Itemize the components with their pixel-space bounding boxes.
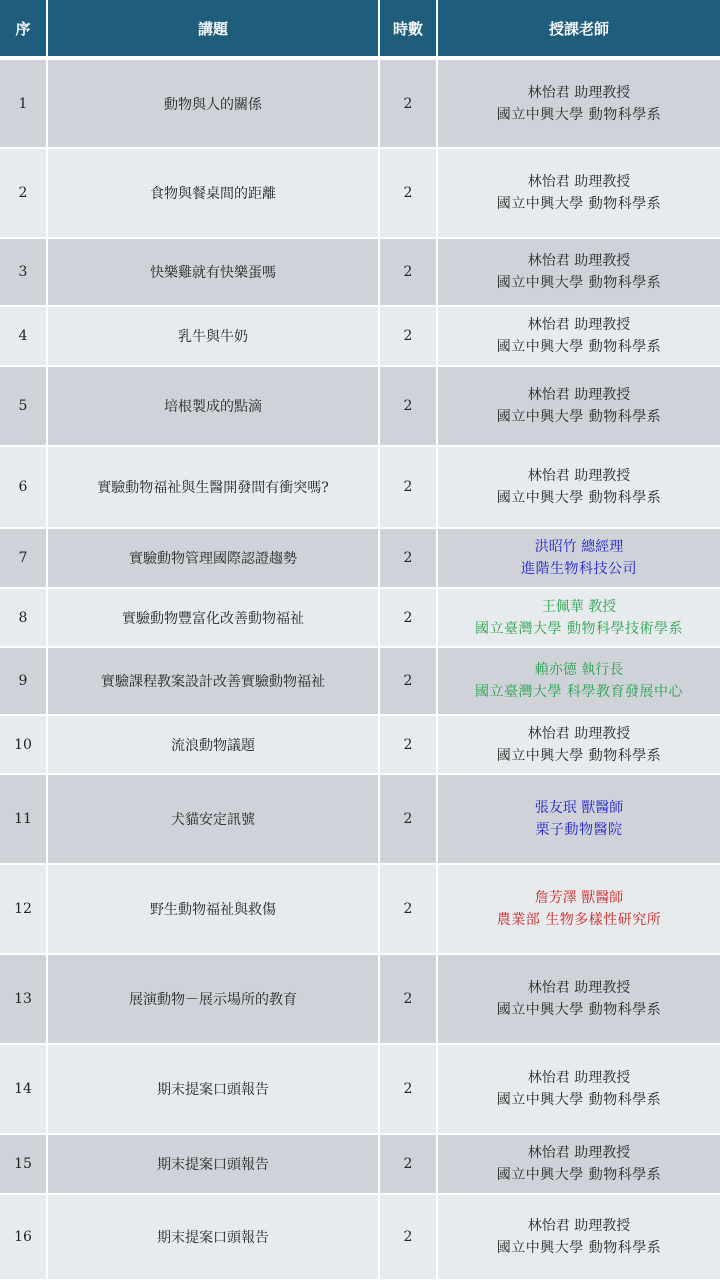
table-row xyxy=(0,58,720,148)
row-topic: 期末提案口頭報告 xyxy=(47,1134,379,1194)
row-hours: 2 xyxy=(379,366,437,446)
row-hours: 2 xyxy=(379,58,437,148)
teacher-affiliation: 農業部 生物多樣性研究所 xyxy=(496,912,662,928)
teacher-name: 林怡君 助理教授 xyxy=(527,253,631,269)
teacher-name: 詹芳澤 獸醫師 xyxy=(534,890,624,906)
header-teacher: 授課老師 xyxy=(437,0,720,58)
row-teacher-cell xyxy=(437,446,720,528)
table-row xyxy=(0,588,720,647)
teacher-name: 林怡君 助理教授 xyxy=(527,1070,631,1086)
row-teacher-cell xyxy=(437,306,720,366)
table-row xyxy=(0,366,720,446)
table-row xyxy=(0,148,720,238)
teacher-name: 林怡君 助理教授 xyxy=(527,1145,631,1161)
table-row xyxy=(0,1194,720,1280)
row-topic: 實驗動物豐富化改善動物福祉 xyxy=(47,588,379,647)
teacher-affiliation: 國立中興大學 動物科學系 xyxy=(496,1092,662,1108)
table-row xyxy=(0,306,720,366)
row-topic: 培根製成的點滴 xyxy=(47,366,379,446)
row-topic: 快樂雞就有快樂蛋嗎 xyxy=(47,238,379,306)
row-seq: 3 xyxy=(0,238,47,306)
row-seq: 12 xyxy=(0,864,47,954)
table-row xyxy=(0,774,720,864)
row-hours: 2 xyxy=(379,715,437,774)
row-teacher-cell xyxy=(437,647,720,715)
row-teacher-cell xyxy=(437,148,720,238)
row-topic: 動物與人的關係 xyxy=(47,58,379,148)
row-seq: 13 xyxy=(0,954,47,1044)
teacher-name: 林怡君 助理教授 xyxy=(527,387,631,403)
row-hours: 2 xyxy=(379,1194,437,1280)
row-teacher-cell xyxy=(437,954,720,1044)
table-header-row xyxy=(0,0,720,58)
row-teacher-cell xyxy=(437,238,720,306)
row-teacher-cell xyxy=(437,1044,720,1134)
row-seq: 8 xyxy=(0,588,47,647)
row-teacher-cell xyxy=(437,774,720,864)
teacher-affiliation: 國立中興大學 動物科學系 xyxy=(496,747,662,764)
row-hours: 2 xyxy=(379,306,437,366)
teacher-affiliation: 國立中興大學 動物科學系 xyxy=(496,275,662,291)
teacher-affiliation: 國立臺灣大學 科學教育發展中心 xyxy=(475,684,683,700)
teacher-affiliation: 國立中興大學 動物科學系 xyxy=(496,490,662,506)
row-teacher-cell xyxy=(437,588,720,647)
row-topic: 乳牛與牛奶 xyxy=(47,306,379,366)
row-seq: 16 xyxy=(0,1194,47,1280)
table-row xyxy=(0,1044,720,1134)
table-row xyxy=(0,647,720,715)
row-teacher-cell xyxy=(437,366,720,446)
row-seq: 10 xyxy=(0,715,47,774)
teacher-name: 洪昭竹 總經理 xyxy=(534,539,624,555)
teacher-affiliation: 國立中興大學 動物科學系 xyxy=(496,409,662,425)
teacher-name: 林怡君 助理教授 xyxy=(527,468,631,484)
row-topic: 流浪動物議題 xyxy=(47,715,379,774)
table-row xyxy=(0,954,720,1044)
row-topic: 展演動物－展示場所的教育 xyxy=(47,954,379,1044)
teacher-name: 張友珉 獸醫師 xyxy=(534,800,624,816)
row-seq: 6 xyxy=(0,446,47,528)
row-hours: 2 xyxy=(379,1044,437,1134)
row-hours: 2 xyxy=(379,774,437,864)
row-teacher-cell xyxy=(437,864,720,954)
row-seq: 15 xyxy=(0,1134,47,1194)
row-topic: 野生動物福祉與救傷 xyxy=(47,864,379,954)
row-topic: 期末提案口頭報告 xyxy=(47,1044,379,1134)
row-hours: 2 xyxy=(379,238,437,306)
header-seq: 序 xyxy=(0,0,47,58)
table-row xyxy=(0,528,720,588)
table-row xyxy=(0,864,720,954)
row-teacher-cell xyxy=(437,715,720,774)
row-teacher-cell xyxy=(437,1134,720,1194)
row-topic: 犬貓安定訊號 xyxy=(47,774,379,864)
row-hours: 2 xyxy=(379,588,437,647)
table-row xyxy=(0,238,720,306)
table-row xyxy=(0,446,720,528)
header-topic: 講題 xyxy=(47,0,379,58)
teacher-name: 林怡君 助理教授 xyxy=(527,725,631,742)
row-hours: 2 xyxy=(379,864,437,954)
row-seq: 11 xyxy=(0,774,47,864)
table-row xyxy=(0,1134,720,1194)
row-hours: 2 xyxy=(379,1134,437,1194)
teacher-affiliation: 國立中興大學 動物科學系 xyxy=(496,1240,662,1256)
row-seq: 2 xyxy=(0,148,47,238)
row-topic: 實驗動物管理國際認證趨勢 xyxy=(47,528,379,588)
row-hours: 2 xyxy=(379,148,437,238)
row-seq: 9 xyxy=(0,647,47,715)
header-hours: 時數 xyxy=(379,0,437,58)
row-topic: 食物與餐桌間的距離 xyxy=(47,148,379,238)
row-topic: 實驗動物福祉與生醫開發間有衝突嗎? xyxy=(47,446,379,528)
teacher-affiliation: 栗子動物醫院 xyxy=(535,822,623,838)
row-teacher-cell xyxy=(437,58,720,148)
row-seq: 1 xyxy=(0,58,47,148)
teacher-name: 林怡君 助理教授 xyxy=(527,317,631,333)
table-row xyxy=(0,715,720,774)
row-teacher-cell xyxy=(437,1194,720,1280)
row-seq: 14 xyxy=(0,1044,47,1134)
row-teacher-cell xyxy=(437,528,720,588)
row-seq: 7 xyxy=(0,528,47,588)
teacher-affiliation: 國立臺灣大學 動物科學技術學系 xyxy=(475,620,683,637)
teacher-affiliation: 國立中興大學 動物科學系 xyxy=(496,1167,662,1183)
teacher-name: 賴亦德 執行長 xyxy=(534,662,624,678)
row-seq: 5 xyxy=(0,366,47,446)
teacher-affiliation: 進階生物科技公司 xyxy=(521,561,637,577)
row-topic: 期末提案口頭報告 xyxy=(47,1194,379,1280)
row-hours: 2 xyxy=(379,647,437,715)
row-hours: 2 xyxy=(379,954,437,1044)
teacher-affiliation: 國立中興大學 動物科學系 xyxy=(496,106,662,123)
teacher-name: 林怡君 助理教授 xyxy=(527,174,631,190)
teacher-name: 林怡君 助理教授 xyxy=(527,84,631,101)
row-hours: 2 xyxy=(379,528,437,588)
teacher-affiliation: 國立中興大學 動物科學系 xyxy=(496,1002,662,1018)
teacher-name: 林怡君 助理教授 xyxy=(527,1218,631,1234)
row-seq: 4 xyxy=(0,306,47,366)
row-hours: 2 xyxy=(379,446,437,528)
teacher-affiliation: 國立中興大學 動物科學系 xyxy=(496,196,662,212)
teacher-name: 王佩華 教授 xyxy=(541,598,617,615)
teacher-name: 林怡君 助理教授 xyxy=(527,980,631,996)
row-topic: 實驗課程教案設計改善實驗動物福祉 xyxy=(47,647,379,715)
teacher-affiliation: 國立中興大學 動物科學系 xyxy=(496,339,662,355)
